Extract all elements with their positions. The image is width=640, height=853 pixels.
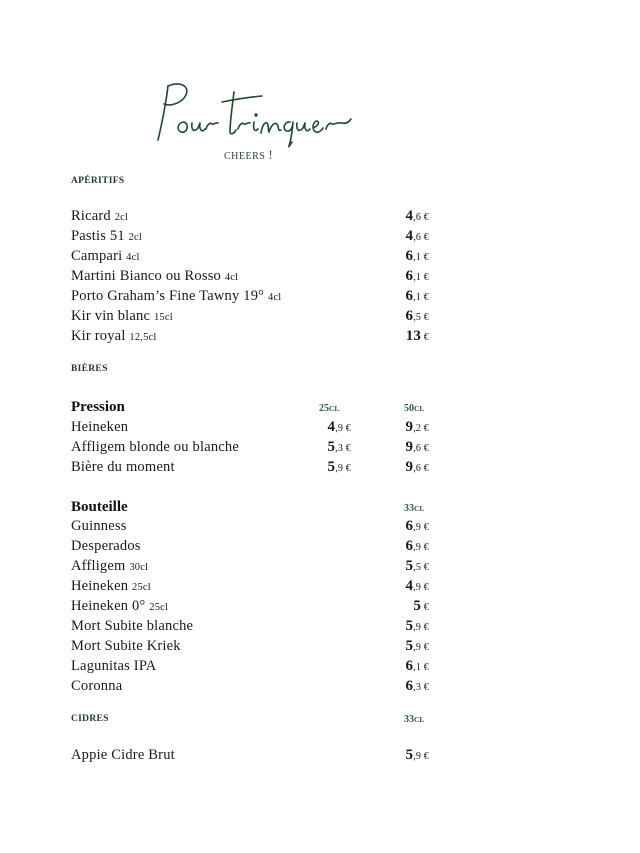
item-price-dec: ,6 € <box>413 212 429 223</box>
menu-item-row <box>71 328 431 348</box>
item-name-text: Mort Subite blanche <box>71 618 194 634</box>
item-name-text: Appie Cidre Brut <box>71 747 175 763</box>
menu-item-name: Heineken <box>71 419 129 435</box>
item-price-dec: ,3 € <box>413 682 429 693</box>
item-price-50cl-int: 9 <box>405 419 414 435</box>
menu-item-row <box>71 618 431 638</box>
item-price-50cl-dec: ,6 € <box>413 443 429 454</box>
item-price <box>405 578 429 595</box>
item-price-50cl <box>405 439 429 456</box>
menu-item-row <box>71 518 431 538</box>
menu-item-row <box>71 578 431 598</box>
item-name-text: Porto Graham’s Fine Tawny 19° <box>71 288 265 304</box>
item-name-text: Desperados <box>71 538 141 554</box>
item-price-25cl-int: 4 <box>327 419 336 435</box>
item-price-dec: ,1 € <box>413 662 429 673</box>
item-price-dec: ,9 € <box>413 751 429 762</box>
menu-item-row <box>71 747 431 767</box>
menu-item-name <box>71 638 181 655</box>
menu-item-row <box>71 538 431 558</box>
item-price-int: 5 <box>413 598 422 614</box>
item-price <box>405 558 429 575</box>
item-price-25cl-dec: ,3 € <box>335 443 351 454</box>
item-price <box>405 618 429 635</box>
menu-item-name <box>71 618 193 635</box>
item-name-text: Heineken 0° <box>71 598 146 614</box>
pression-col-50 <box>404 403 424 414</box>
menu-item-row <box>71 419 431 439</box>
item-price <box>405 228 429 245</box>
cidres-col-33-value: 33 <box>404 714 414 725</box>
item-name-text: Martini Bianco ou Rosso <box>71 268 221 284</box>
item-price-25cl-dec: ,9 € <box>335 423 351 434</box>
item-price <box>405 308 429 325</box>
cheers-mark: ! <box>268 147 274 162</box>
menu-item-row <box>71 678 431 698</box>
item-name-text: Kir vin blanc <box>71 308 151 324</box>
item-price-dec: ,5 € <box>413 312 429 323</box>
item-price-int: 4 <box>405 208 414 224</box>
item-price-25cl-int: 5 <box>327 439 336 455</box>
item-price-int: 5 <box>405 558 414 574</box>
item-price <box>405 658 429 675</box>
menu-item-row <box>71 598 431 618</box>
item-name-text: Lagunitas IPA <box>71 658 157 674</box>
item-price <box>405 248 429 265</box>
item-price-int: 6 <box>405 658 414 674</box>
item-name-text: Ricard <box>71 208 111 224</box>
menu-item-row <box>71 638 431 658</box>
menu-item-name <box>71 598 168 615</box>
menu-item-row <box>71 439 431 459</box>
menu-item-name <box>71 268 238 285</box>
item-price-25cl <box>327 419 351 436</box>
menu-item-name: Affligem blonde ou blanche <box>71 439 240 455</box>
menu-item-name <box>71 328 157 345</box>
item-price-int: 4 <box>405 228 414 244</box>
item-name-text: Mort Subite Kriek <box>71 638 181 654</box>
menu-item-name <box>71 678 122 695</box>
item-price-dec: ,1 € <box>413 272 429 283</box>
item-price-50cl-int: 9 <box>405 459 414 475</box>
cidres-heading: CIDRES <box>71 714 109 724</box>
item-price <box>405 747 429 764</box>
item-price-int: 6 <box>405 308 414 324</box>
item-price-dec: ,9 € <box>413 622 429 633</box>
item-price-int: 13 <box>405 328 422 344</box>
item-price-dec: ,1 € <box>413 292 429 303</box>
item-volume: 2cl <box>114 212 129 223</box>
menu-item-name <box>71 658 156 675</box>
pression-col-25 <box>319 403 339 414</box>
pression-title: Pression <box>71 399 125 415</box>
item-price-50cl-dec: ,2 € <box>413 423 429 434</box>
menu-item-name <box>71 747 175 764</box>
item-name-text: Coronna <box>71 678 123 694</box>
item-volume: 30cl <box>129 562 149 573</box>
item-price-dec: ,9 € <box>413 542 429 553</box>
menu-item-row <box>71 288 431 308</box>
item-volume: 25cl <box>132 582 151 593</box>
menu-item-name <box>71 538 141 555</box>
item-price-int: 6 <box>405 248 414 264</box>
cheers-subtitle <box>224 147 273 163</box>
aperitifs-heading: APÉRITIFS <box>71 176 125 186</box>
item-price-25cl-dec: ,9 € <box>335 463 351 474</box>
item-price-dec: € <box>421 332 429 343</box>
item-price-dec: ,1 € <box>413 252 429 263</box>
menu-item-row <box>71 208 431 228</box>
item-volume: 4cl <box>268 292 282 303</box>
item-price <box>406 328 429 345</box>
item-name-text: Affligem <box>71 558 126 574</box>
bouteille-col-33-unit: CL <box>414 504 425 513</box>
menu-item-name <box>71 578 151 595</box>
menu-item-row <box>71 248 431 268</box>
item-price <box>405 288 429 305</box>
pression-col-50-unit: CL <box>414 404 425 413</box>
item-price-int: 6 <box>405 538 414 554</box>
item-price <box>405 638 429 655</box>
item-price <box>413 598 429 615</box>
bouteille-col-33 <box>404 503 424 514</box>
bieres-heading: BIÈRES <box>71 364 108 374</box>
item-price-dec: ,5 € <box>413 562 429 573</box>
item-price <box>405 678 429 695</box>
item-price-25cl <box>327 459 351 476</box>
item-price-int: 6 <box>405 678 414 694</box>
cidres-col-33 <box>404 714 424 725</box>
item-price-50cl <box>405 459 429 476</box>
item-volume: 25cl <box>149 602 169 613</box>
cidres-col-33-unit: CL <box>414 715 425 724</box>
menu-item-name <box>71 248 140 265</box>
item-price-int: 5 <box>405 747 414 763</box>
item-price-dec: ,6 € <box>413 232 429 243</box>
menu-item-name <box>71 308 173 325</box>
bouteille-col-33-value: 33 <box>404 503 414 514</box>
item-price-25cl <box>327 439 351 456</box>
item-name-text: Heineken <box>71 578 129 594</box>
item-price-int: 5 <box>405 618 414 634</box>
pression-col-50-value: 50 <box>404 403 414 414</box>
item-price-int: 6 <box>405 288 414 304</box>
item-price-dec: ,9 € <box>413 642 429 653</box>
item-name-text: Pastis 51 <box>71 228 125 244</box>
item-name-text: Campari <box>71 248 123 264</box>
item-price-int: 6 <box>405 518 414 534</box>
item-price-dec: ,9 € <box>413 582 429 593</box>
item-price-int: 5 <box>405 638 414 654</box>
item-volume: 2cl <box>128 232 143 243</box>
item-price <box>405 268 429 285</box>
item-price-50cl-dec: ,6 € <box>413 463 429 474</box>
menu-item-row <box>71 268 431 288</box>
item-price-50cl-int: 9 <box>405 439 414 455</box>
item-volume: 15cl <box>153 312 173 323</box>
item-price-dec: € <box>421 602 429 613</box>
item-name-text: Kir royal <box>71 328 126 344</box>
menu-item-row <box>71 658 431 678</box>
menu-item-name <box>71 518 127 535</box>
menu-item-name <box>71 208 128 225</box>
item-price <box>405 208 429 225</box>
menu-item-row <box>71 308 431 328</box>
menu-item-row <box>71 558 431 578</box>
item-price-50cl <box>405 419 429 436</box>
menu-item-name <box>71 288 281 305</box>
pression-col-25-value: 25 <box>319 403 329 414</box>
item-price-int: 4 <box>405 578 414 594</box>
item-price-int: 6 <box>405 268 414 284</box>
item-name-text: Guinness <box>71 518 127 534</box>
menu-item-name <box>71 558 148 575</box>
menu-item-row <box>71 228 431 248</box>
pour-trinquer-script-title <box>150 78 360 148</box>
item-volume: 4cl <box>224 272 239 283</box>
menu-item-row <box>71 459 431 479</box>
cheers-text: CHEERS <box>224 151 266 162</box>
item-price-25cl-int: 5 <box>327 459 336 475</box>
menu-item-name: Bière du moment <box>71 459 175 475</box>
item-volume: 12,5cl <box>129 332 157 343</box>
pression-col-25-unit: CL <box>329 404 340 413</box>
item-price-dec: ,9 € <box>413 522 429 533</box>
bouteille-title: Bouteille <box>71 499 128 515</box>
item-volume: 4cl <box>126 252 140 263</box>
item-price <box>405 518 429 535</box>
item-price <box>405 538 429 555</box>
menu-item-name <box>71 228 142 245</box>
